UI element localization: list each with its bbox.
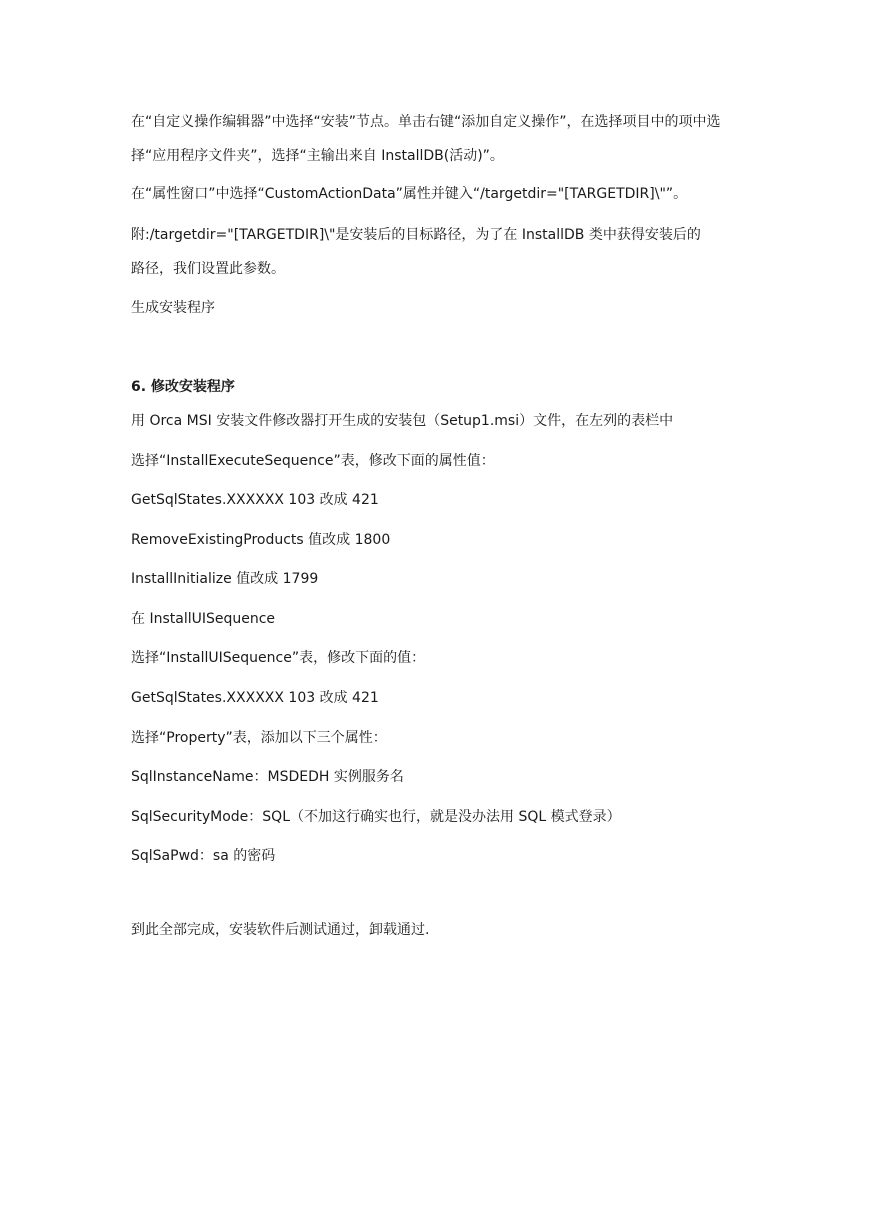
paragraph-line: 在“属性窗口”中选择“CustomActionData”属性并键入“/targetdir="[TARGETDIR]\"”。 <box>131 186 688 202</box>
paragraph-line: 生成安装程序 <box>131 300 215 316</box>
paragraph-line: GetSqlStates.XXXXXX 103 改成 421 <box>131 492 379 508</box>
paragraph-line: SqlSecurityMode：SQL（不加这行确实也行，就是没办法用 SQL 模式登录） <box>131 809 621 825</box>
paragraph-line: SqlInstanceName：MSDEDH 实例服务名 <box>131 769 404 785</box>
closing-line: 到此全部完成，安装软件后测试通过，卸载通过. <box>131 922 430 938</box>
paragraph-line: GetSqlStates.XXXXXX 103 改成 421 <box>131 690 379 706</box>
section-heading: 6. 修改安装程序 <box>131 379 235 395</box>
paragraph-line: 选择“InstallExecuteSequence”表，修改下面的属性值： <box>131 453 495 469</box>
paragraph-line: 在“自定义操作编辑器”中选择“安装”节点。单击右键“添加自定义操作”，在选择项目中的项中选 <box>131 114 721 130</box>
paragraph-line: RemoveExistingProducts 值改成 1800 <box>131 532 391 548</box>
paragraph-line: 选择“Property”表，添加以下三个属性： <box>131 730 387 746</box>
paragraph-line: InstallInitialize 值改成 1799 <box>131 571 319 587</box>
paragraph-line: 路径，我们设置此参数。 <box>131 261 285 277</box>
paragraph-line: 用 Orca MSI 安装文件修改器打开生成的安装包（Setup1.msi）文件，在左列的表栏中 <box>131 413 674 429</box>
paragraph-line: 择“应用程序文件夹”，选择“主输出来自 InstallDB(活动)”。 <box>131 148 504 164</box>
paragraph-line: SqlSaPwd：sa 的密码 <box>131 848 276 864</box>
paragraph-line: 附:/targetdir="[TARGETDIR]\"是安装后的目标路径，为了在 InstallDB 类中获得安装后的 <box>131 227 701 243</box>
paragraph-line: 选择“InstallUISequence”表，修改下面的值： <box>131 650 426 666</box>
paragraph-line: 在 InstallUISequence <box>131 611 276 627</box>
